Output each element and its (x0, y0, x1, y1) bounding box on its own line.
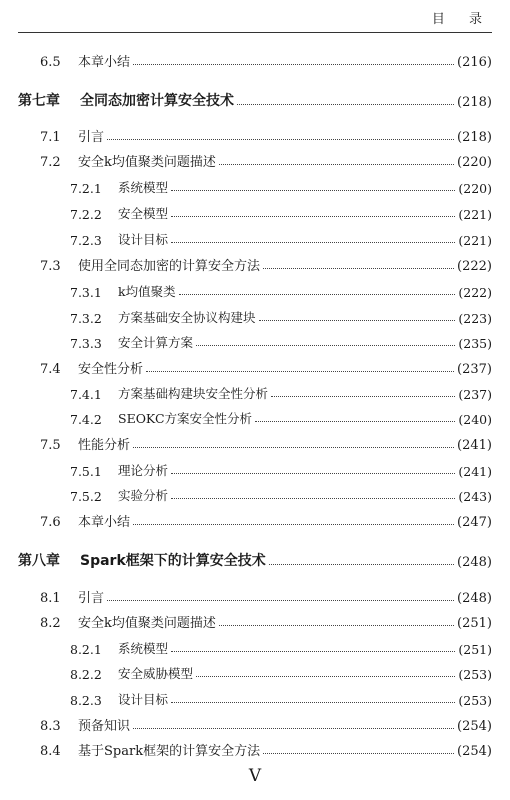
toc-entry[interactable] (40, 50, 492, 70)
entry-page: (240) (458, 412, 492, 427)
toc-entry[interactable] (40, 125, 492, 145)
chapter-page: (218) (457, 95, 492, 110)
entry-title: 使用全同态加密的计算安全方法 (78, 259, 261, 274)
dot-leader (219, 164, 454, 165)
entry-number: 7.3 (40, 259, 61, 274)
entry-title: 系统模型 (118, 641, 169, 656)
dot-leader (219, 625, 454, 626)
entry-page: (220) (458, 181, 492, 196)
chapter-title: Spark框架下的计算安全技术 (80, 553, 266, 569)
entry-page: (221) (458, 207, 492, 222)
dot-leader (263, 753, 454, 754)
entry-number: 8.2.1 (70, 642, 102, 657)
entry-number: 7.5.1 (70, 464, 102, 479)
entry-number: 7.3.1 (70, 285, 102, 300)
entry-page: (251) (458, 642, 492, 657)
entry-number: 8.1 (40, 591, 61, 606)
entry-page: (222) (458, 285, 492, 300)
chapter-page: (248) (457, 555, 492, 570)
entry-page: (222) (457, 259, 492, 274)
dot-leader (171, 216, 455, 217)
entry-title: 理论分析 (118, 463, 169, 478)
entry-title: 安全k均值聚类问题描述 (78, 616, 216, 631)
entry-number: 8.2 (40, 616, 61, 631)
toc-chapter[interactable] (18, 90, 492, 110)
entry-number: 8.3 (40, 719, 61, 734)
entry-page: (254) (457, 744, 492, 759)
dot-leader (171, 190, 455, 191)
entry-title: 设计目标 (118, 692, 169, 707)
dot-leader (133, 64, 454, 65)
entry-number: 7.4.2 (70, 412, 102, 427)
entry-page: (247) (457, 515, 492, 530)
entry-title: 基于Spark框架的计算安全方法 (78, 744, 261, 759)
entry-page: (251) (457, 616, 492, 631)
chapter-number: 第七章 (18, 93, 60, 109)
entry-page: (243) (458, 489, 492, 504)
toc-entry[interactable] (40, 611, 492, 631)
entry-number: 7.5 (40, 438, 61, 453)
entry-page: (237) (458, 387, 492, 402)
entry-number: 7.6 (40, 515, 61, 530)
entry-number: 8.2.3 (70, 693, 102, 708)
entry-number: 8.4 (40, 744, 61, 759)
entry-title: 引言 (78, 591, 105, 606)
dot-leader (269, 564, 454, 565)
entry-page: (220) (457, 155, 492, 170)
dot-leader (271, 396, 455, 397)
toc-entry[interactable] (40, 586, 492, 606)
entry-number: 6.5 (40, 55, 61, 70)
chapter-title: 全同态加密计算安全技术 (80, 93, 234, 109)
dot-leader (255, 421, 455, 422)
entry-page: (221) (458, 233, 492, 248)
entry-number: 7.3.3 (70, 336, 102, 351)
entry-number: 8.2.2 (70, 667, 102, 682)
entry-title: 安全计算方案 (118, 335, 194, 350)
entry-page: (253) (458, 667, 492, 682)
entry-number: 7.4 (40, 362, 61, 377)
entry-number: 7.3.2 (70, 311, 102, 326)
toc-subentry[interactable] (70, 306, 492, 326)
entry-title: 方案基础安全协议构建块 (118, 310, 256, 325)
dot-leader (263, 268, 454, 269)
toc-subentry[interactable] (70, 459, 492, 479)
toc-entry[interactable] (40, 510, 492, 530)
entry-number: 7.2 (40, 155, 61, 170)
dot-leader (171, 242, 455, 243)
entry-page: (235) (458, 336, 492, 351)
entry-title: 安全k均值聚类问题描述 (78, 155, 216, 170)
entry-page: (216) (457, 55, 492, 70)
toc-entry[interactable] (40, 150, 492, 170)
toc-entry[interactable] (40, 739, 492, 759)
dot-leader (171, 498, 455, 499)
dot-leader (133, 524, 454, 525)
entry-title: 实验分析 (118, 488, 169, 503)
dot-leader (237, 104, 454, 105)
dot-leader (107, 600, 454, 601)
dot-leader (196, 345, 455, 346)
entry-number: 7.1 (40, 130, 61, 145)
toc-subentry[interactable] (70, 407, 492, 427)
header-rule (18, 32, 492, 33)
page-number: V (248, 766, 262, 786)
toc-entry[interactable] (40, 433, 492, 453)
entry-number: 7.5.2 (70, 489, 102, 504)
entry-title: 本章小结 (78, 515, 131, 530)
entry-title: 本章小结 (78, 55, 131, 70)
entry-page: (254) (457, 719, 492, 734)
dot-leader (133, 447, 454, 448)
entry-title: 安全模型 (118, 206, 169, 221)
toc-subentry[interactable] (70, 228, 492, 248)
entry-title: 预备知识 (78, 719, 131, 734)
entry-page: (253) (458, 693, 492, 708)
entry-number: 7.2.1 (70, 181, 102, 196)
toc-subentry[interactable] (70, 280, 492, 300)
entry-page: (241) (458, 464, 492, 479)
entry-title: 性能分析 (78, 438, 131, 453)
entry-title: SEOKC方案安全性分析 (118, 411, 253, 426)
toc-subentry[interactable] (70, 688, 492, 708)
dot-leader (107, 139, 454, 140)
entry-number: 7.2.2 (70, 207, 102, 222)
toc-subentry[interactable] (70, 176, 492, 196)
entry-page: (223) (458, 311, 492, 326)
toc-subentry[interactable] (70, 662, 492, 682)
dot-leader (171, 651, 455, 652)
dot-leader (171, 702, 455, 703)
entry-number: 7.4.1 (70, 387, 102, 402)
entry-title: 安全威胁模型 (118, 666, 194, 681)
entry-page: (218) (457, 130, 492, 145)
dot-leader (146, 371, 454, 372)
entry-page: (237) (457, 362, 492, 377)
header-title: 目 录 (431, 12, 492, 27)
entry-title: k均值聚类 (118, 284, 176, 299)
dot-leader (171, 473, 455, 474)
dot-leader (133, 728, 454, 729)
dot-leader (196, 676, 455, 677)
entry-title: 系统模型 (118, 180, 169, 195)
entry-title: 安全性分析 (78, 362, 144, 377)
entry-title: 设计目标 (118, 232, 169, 247)
chapter-number: 第八章 (18, 553, 60, 569)
toc-subentry[interactable] (70, 382, 492, 402)
entry-page: (248) (457, 591, 492, 606)
toc-chapter[interactable] (18, 550, 492, 570)
entry-title: 方案基础构建块安全性分析 (118, 386, 269, 401)
toc-subentry[interactable] (70, 202, 492, 222)
toc-entry[interactable] (40, 714, 492, 734)
toc-entry[interactable] (40, 357, 492, 377)
toc-subentry[interactable] (70, 484, 492, 504)
entry-title: 引言 (78, 130, 105, 145)
dot-leader (259, 320, 456, 321)
toc-subentry[interactable] (70, 331, 492, 351)
toc-entry[interactable] (40, 254, 492, 274)
entry-page: (241) (457, 438, 492, 453)
dot-leader (179, 294, 456, 295)
toc-subentry[interactable] (70, 637, 492, 657)
entry-number: 7.2.3 (70, 233, 102, 248)
